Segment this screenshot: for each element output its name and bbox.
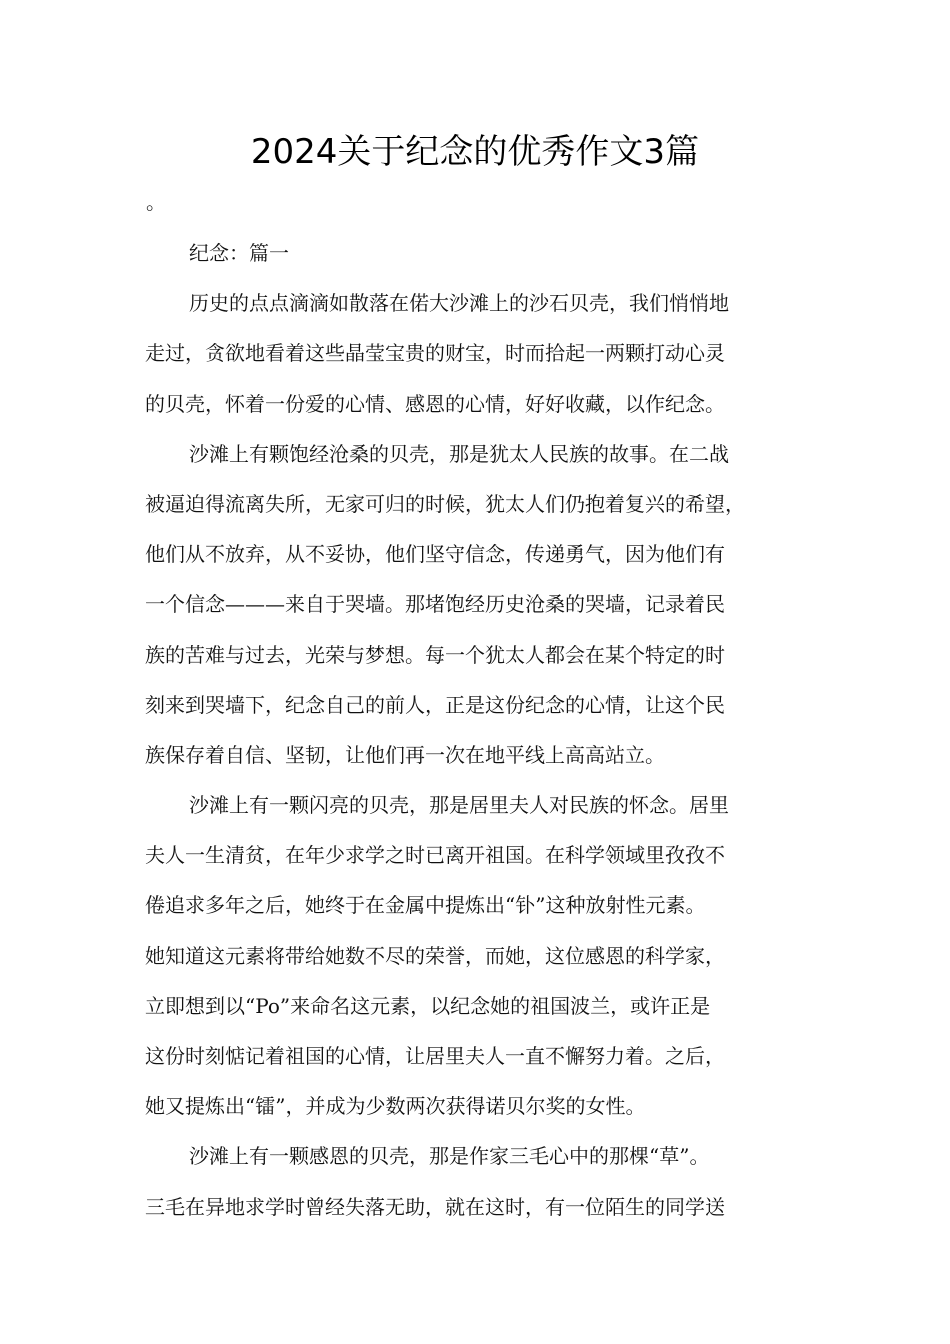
- paragraph-line: 刻来到哭墙下，纪念自己的前人，正是这份纪念的心情，让这个民: [145, 692, 725, 717]
- paragraph-line: 族保存着自信、坚韧，让他们再一次在地平线上高高站立。: [145, 742, 665, 767]
- section-heading: [145, 228, 810, 278]
- paragraph-1: [145, 278, 810, 429]
- paragraph-line: 走过，贪欲地看着这些晶莹宝贵的财宝，时而拾起一两颗打动心灵: [145, 341, 725, 366]
- section-heading-text: 纪念：篇一: [189, 241, 289, 265]
- paragraph-3: [145, 780, 810, 1131]
- paragraph-line: 沙滩上有一颗闪亮的贝壳，那是居里夫人对民族的怀念。居里: [189, 793, 729, 818]
- paragraph-line: 她知道这元素将带给她数不尽的荣誉，而她，这位感恩的科学家，: [145, 943, 725, 968]
- paragraph-line: 被逼迫得流离失所，无家可归的时候，犹太人们仍抱着复兴的希望，: [145, 491, 745, 516]
- paragraph-line: 一个信念———来自于哭墙。那堵饱经历史沧桑的哭墙，记录着民: [145, 592, 725, 617]
- paragraph-2: [145, 429, 810, 780]
- paragraph-line: 三毛在异地求学时曾经失落无助，就在这时，有一位陌生的同学送: [145, 1194, 725, 1219]
- paragraph-line: 她又提炼出“镭”，并成为少数两次获得诺贝尔奖的女性。: [145, 1094, 646, 1119]
- paragraph-line: 倦追求多年之后，她终于在金属中提炼出“钋”这种放射性元素。: [145, 893, 706, 918]
- paragraph-line: 沙滩上有颗饱经沧桑的贝壳，那是犹太人民族的故事。在二战: [189, 441, 729, 466]
- stray-punctuation-mark: 。: [146, 190, 166, 214]
- paragraph-line: 的贝壳，怀着一份爱的心情、感恩的心情，好好收藏，以作纪念。: [145, 391, 725, 416]
- paragraph-line: 他们从不放弃，从不妥协，他们坚守信念，传递勇气，因为他们有: [145, 542, 725, 567]
- document-body: [145, 228, 810, 1232]
- paragraph-4: [145, 1131, 810, 1231]
- paragraph-line: 历史的点点滴滴如散落在偌大沙滩上的沙石贝壳，我们悄悄地: [189, 291, 729, 316]
- paragraph-line: 立即想到以“Po”来命名这元素，以纪念她的祖国波兰，或许正是: [145, 993, 711, 1018]
- paragraph-line: 夫人一生清贫，在年少求学之时已离开祖国。在科学领域里孜孜不: [145, 843, 725, 868]
- paragraph-line: 沙滩上有一颗感恩的贝壳，那是作家三毛心中的那棵“草”。: [189, 1144, 710, 1169]
- paragraph-line: 这份时刻惦记着祖国的心情，让居里夫人一直不懈努力着。之后，: [145, 1044, 725, 1068]
- document-title: 2024关于纪念的优秀作文3篇: [250, 132, 700, 172]
- paragraph-line: 族的苦难与过去，光荣与梦想。每一个犹太人都会在某个特定的时: [145, 642, 725, 667]
